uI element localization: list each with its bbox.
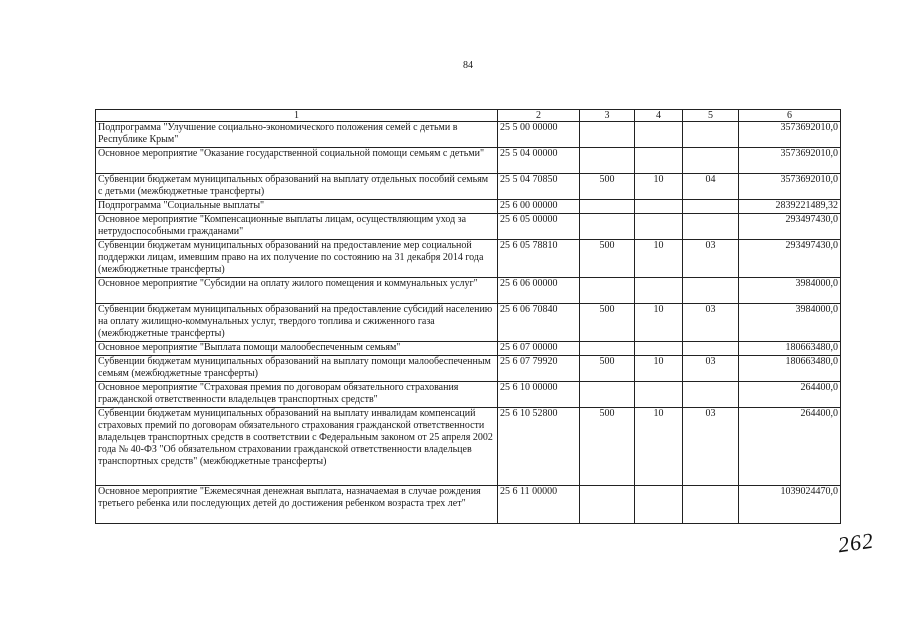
row-subsection-cell (683, 214, 739, 240)
row-name-cell: Основное мероприятие "Субсидии на оплату жилого помещения и коммунальных услуг" (96, 278, 498, 304)
row-subsection-cell: 03 (683, 240, 739, 278)
column-header: 5 (683, 110, 739, 122)
table-row (96, 174, 841, 200)
row-subsection-cell: 03 (683, 304, 739, 342)
row-expense-type-cell (580, 486, 635, 524)
budget-table (95, 109, 841, 524)
row-amount-cell: 264400,0 (739, 408, 841, 486)
row-amount-cell: 3984000,0 (739, 304, 841, 342)
table-header-row (96, 110, 841, 122)
table-row (96, 200, 841, 214)
row-name-cell: Основное мероприятие "Компенсационные выплаты лицам, осуществляющим уход за нетрудоспособными гражданами" (96, 214, 498, 240)
row-amount-cell: 1039024470,0 (739, 486, 841, 524)
table-row (96, 342, 841, 356)
row-expense-type-cell (580, 122, 635, 148)
row-subsection-cell (683, 342, 739, 356)
row-subsection-cell: 04 (683, 174, 739, 200)
row-section-cell (635, 342, 683, 356)
row-name-cell: Субвенции бюджетам муниципальных образований на предоставление мер социальной поддержки лицам, имевшим право на их получение по состоянию на 31 декабря 2014 года (межбюджетные трансферты) (96, 240, 498, 278)
page-number: 84 (463, 60, 473, 71)
table-row (96, 214, 841, 240)
row-code-cell: 25 6 06 00000 (498, 278, 580, 304)
row-code-cell: 25 5 04 70850 (498, 174, 580, 200)
row-name-cell: Основное мероприятие "Оказание государственной социальной помощи семьям с детьми" (96, 148, 498, 174)
row-code-cell: 25 6 07 00000 (498, 342, 580, 356)
row-amount-cell: 180663480,0 (739, 356, 841, 382)
row-amount-cell: 293497430,0 (739, 214, 841, 240)
row-name-cell: Основное мероприятие "Ежемесячная денежная выплата, назначаемая в случае рождения третьего ребенка или последующих детей до достижения ребенком возраста трех лет" (96, 486, 498, 524)
row-amount-cell: 180663480,0 (739, 342, 841, 356)
row-code-cell: 25 5 00 00000 (498, 122, 580, 148)
row-name-cell: Субвенции бюджетам муниципальных образований на выплату отдельных пособий семьям с детьми (межбюджетные трансферты) (96, 174, 498, 200)
table-row (96, 122, 841, 148)
row-amount-cell: 3573692010,0 (739, 122, 841, 148)
row-expense-type-cell: 500 (580, 304, 635, 342)
row-section-cell: 10 (635, 240, 683, 278)
row-section-cell: 10 (635, 356, 683, 382)
row-name-cell: Подпрограмма "Улучшение социально-экономического положения семей с детьми в Республике Крым" (96, 122, 498, 148)
column-header: 4 (635, 110, 683, 122)
row-code-cell: 25 6 10 00000 (498, 382, 580, 408)
table-row (96, 148, 841, 174)
row-code-cell: 25 6 07 79920 (498, 356, 580, 382)
row-name-cell: Подпрограмма "Социальные выплаты" (96, 200, 498, 214)
row-section-cell: 10 (635, 304, 683, 342)
row-name-cell: Субвенции бюджетам муниципальных образований на предоставление субсидий населению на оплату жилищно-коммунальных услуг, твердого топлива и сжиженного газа (межбюджетные трансферты) (96, 304, 498, 342)
column-header: 3 (580, 110, 635, 122)
handwritten-page-number: 262 (836, 527, 876, 558)
row-amount-cell: 293497430,0 (739, 240, 841, 278)
row-expense-type-cell: 500 (580, 240, 635, 278)
row-name-cell: Субвенции бюджетам муниципальных образований на выплату инвалидам компенсаций страховых премий по договорам обязательного страхования гражданской ответственности владельцев транспортных средств в соответствии с Федеральным законом от 25 апреля 2002 года № 40-ФЗ "Об обязательном страховании гражданской ответственности владельцев транспортных средств" (межбюджетные трансферты) (96, 408, 498, 486)
row-code-cell: 25 6 10 52800 (498, 408, 580, 486)
row-subsection-cell: 03 (683, 408, 739, 486)
row-section-cell: 10 (635, 408, 683, 486)
row-amount-cell: 3573692010,0 (739, 174, 841, 200)
row-name-cell: Основное мероприятие "Страховая премия по договорам обязательного страхования гражданской ответственности владельцев транспортных средств" (96, 382, 498, 408)
row-code-cell: 25 6 05 00000 (498, 214, 580, 240)
row-amount-cell: 264400,0 (739, 382, 841, 408)
column-header: 1 (96, 110, 498, 122)
row-amount-cell: 3984000,0 (739, 278, 841, 304)
row-subsection-cell (683, 148, 739, 174)
row-subsection-cell (683, 122, 739, 148)
column-header: 6 (739, 110, 841, 122)
row-code-cell: 25 5 04 00000 (498, 148, 580, 174)
row-section-cell: 10 (635, 174, 683, 200)
table-row (96, 408, 841, 486)
row-section-cell (635, 486, 683, 524)
row-name-cell: Субвенции бюджетам муниципальных образований на выплату помощи малообеспеченным семьям (межбюджетные трансферты) (96, 356, 498, 382)
row-expense-type-cell: 500 (580, 356, 635, 382)
column-header: 2 (498, 110, 580, 122)
row-expense-type-cell (580, 148, 635, 174)
table-row (96, 278, 841, 304)
row-subsection-cell (683, 200, 739, 214)
row-expense-type-cell: 500 (580, 174, 635, 200)
table-row (96, 304, 841, 342)
row-section-cell (635, 122, 683, 148)
row-subsection-cell (683, 278, 739, 304)
table-row (96, 382, 841, 408)
row-expense-type-cell (580, 342, 635, 356)
row-section-cell (635, 148, 683, 174)
row-section-cell (635, 278, 683, 304)
row-expense-type-cell (580, 382, 635, 408)
row-amount-cell: 2839221489,32 (739, 200, 841, 214)
row-subsection-cell: 03 (683, 356, 739, 382)
row-subsection-cell (683, 382, 739, 408)
row-amount-cell: 3573692010,0 (739, 148, 841, 174)
table-row (96, 486, 841, 524)
table-row (96, 240, 841, 278)
row-expense-type-cell (580, 214, 635, 240)
row-code-cell: 25 6 06 70840 (498, 304, 580, 342)
row-expense-type-cell: 500 (580, 408, 635, 486)
row-subsection-cell (683, 486, 739, 524)
table-row (96, 356, 841, 382)
row-section-cell (635, 200, 683, 214)
row-expense-type-cell (580, 278, 635, 304)
row-code-cell: 25 6 11 00000 (498, 486, 580, 524)
row-section-cell (635, 214, 683, 240)
row-code-cell: 25 6 00 00000 (498, 200, 580, 214)
row-expense-type-cell (580, 200, 635, 214)
row-name-cell: Основное мероприятие "Выплата помощи малообеспеченным семьям" (96, 342, 498, 356)
row-code-cell: 25 6 05 78810 (498, 240, 580, 278)
row-section-cell (635, 382, 683, 408)
